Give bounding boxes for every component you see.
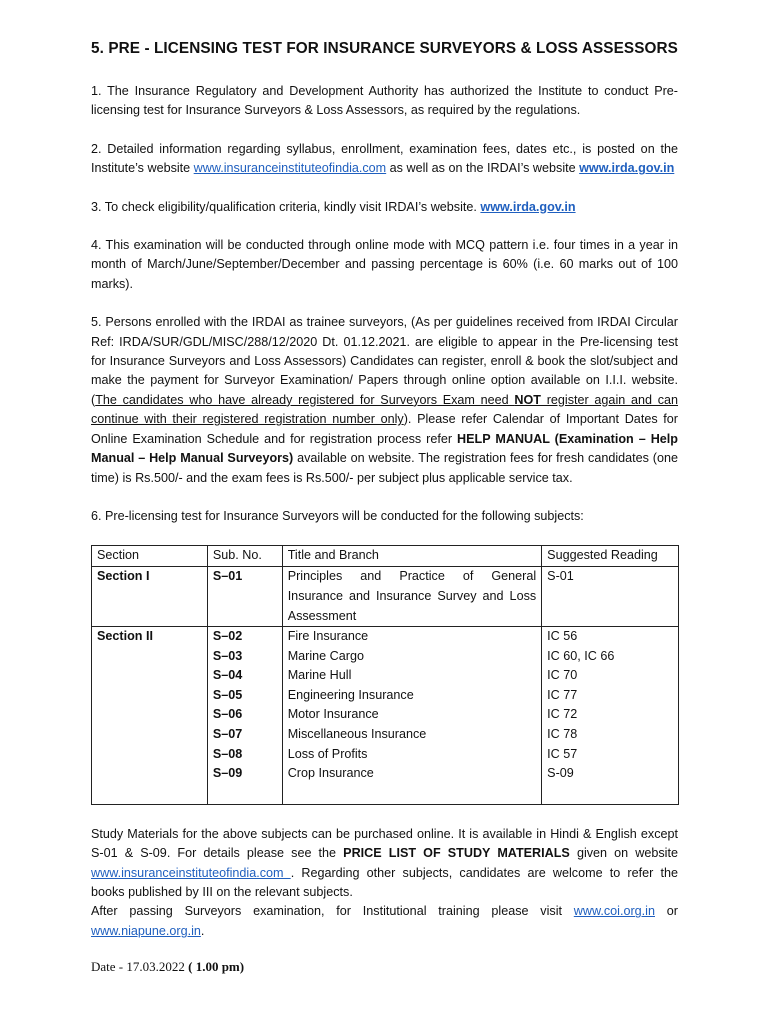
cell-reading: IC 70 bbox=[542, 666, 679, 686]
document-date bbox=[91, 959, 678, 975]
paragraph-5 bbox=[91, 313, 678, 488]
cell-section bbox=[92, 705, 208, 725]
paragraph-5-text-b: ). Please refer Calendar of Important Dates for Online Examination Schedule and for registration process refer bbox=[91, 412, 678, 446]
paragraph-1: 1. The Insurance Regulatory and Development Authority has authorized the Institute to conduct Pre-licensing test for Insurance Surveyors & Loss Assessors, as required by the regulations. bbox=[91, 84, 678, 118]
price-list-reference: PRICE LIST OF STUDY MATERIALS bbox=[343, 846, 570, 861]
study-materials-link[interactable]: www.insuranceinstituteofindia.com bbox=[91, 865, 291, 880]
paragraph-3-text: 3. To check eligibility/qualification criteria, kindly visit IRDAI’s website. bbox=[91, 199, 481, 214]
study-text-c: . Regarding other subjects, candidates are welcome to refer the books published by III on the relevant subjects. bbox=[91, 865, 679, 900]
filler-cell bbox=[542, 784, 679, 805]
note-not: NOT bbox=[514, 392, 541, 407]
cell-reading: S-09 bbox=[542, 764, 679, 784]
cell-sub-no: S–06 bbox=[207, 705, 282, 725]
study-text-a: Study Materials for the above subjects can be purchased online. It is available in Hindi & English except S-01 & S-09. For details please see the bbox=[91, 826, 678, 861]
paragraph-5-text-c: available on website. The registration fees for fresh candidates (one time) is Rs.500/- and the exam fees is Rs.500/- per subject plus applicable service tax. bbox=[91, 451, 678, 485]
filler-cell bbox=[282, 784, 541, 805]
note-text-1: The candidates who have already registered for Surveyors Exam need bbox=[95, 392, 515, 407]
cell-reading: IC 60, IC 66 bbox=[542, 647, 679, 667]
cell-sub-no: S–04 bbox=[207, 666, 282, 686]
cell-reading: IC 72 bbox=[542, 705, 679, 725]
cell-section: Section I bbox=[92, 567, 208, 627]
table-row bbox=[92, 666, 679, 686]
cell-section bbox=[92, 686, 208, 706]
note-text-2: register again and can continue with their registered registration number only bbox=[91, 392, 679, 427]
header-title: Title and Branch bbox=[282, 546, 541, 567]
cell-reading: S-01 bbox=[542, 567, 679, 627]
cell-title: Marine Hull bbox=[282, 666, 541, 686]
cell-title: Crop Insurance bbox=[282, 764, 541, 784]
cell-section: Section II bbox=[92, 627, 208, 647]
coi-link[interactable]: www.coi.org.in bbox=[573, 904, 655, 919]
help-manual-reference: HELP MANUAL (Examination – Help Manual – Help Manual Surveyors) bbox=[91, 431, 678, 466]
cell-title: Principles and Practice of General Insurance and Insurance Survey and Loss Assessment bbox=[282, 567, 541, 627]
training-paragraph bbox=[91, 902, 678, 941]
subjects-table bbox=[91, 545, 679, 805]
cell-reading: IC 77 bbox=[542, 686, 679, 706]
date-label: Date - 17.03.2022 bbox=[91, 959, 189, 975]
table-row bbox=[92, 686, 679, 706]
training-text-a: After passing Surveyors examination, for Institutional training please visit bbox=[91, 904, 574, 919]
cell-sub-no: S–01 bbox=[207, 567, 282, 627]
irda-eligibility-link[interactable]: www.irda.gov.in bbox=[480, 199, 576, 214]
filler-cell bbox=[207, 784, 282, 805]
cell-sub-no: S–07 bbox=[207, 725, 282, 745]
paragraph-5-text-a: 5. Persons enrolled with the IRDAI as trainee surveyors, (As per guidelines received from IRDAI Circular Ref: IRDA/SUR/GDL/MISC/288/12/2020 Dt. 01.12.2021. are eligible to appear in the Pre-licensing test for Insurance Surveyors and Loss Assessors) Candidates can register, enroll & book the slot/subject and make the payment for Surveyor Examination/ Papers through online option available on I.I.I. website. ( bbox=[91, 315, 678, 407]
study-materials-paragraph bbox=[91, 825, 678, 903]
cell-title: Marine Cargo bbox=[282, 647, 541, 667]
date-time: ( 1.00 pm) bbox=[188, 959, 245, 975]
cell-sub-no: S–03 bbox=[207, 647, 282, 667]
cell-title: Miscellaneous Insurance bbox=[282, 725, 541, 745]
table-row bbox=[92, 705, 679, 725]
study-text-b: given on website bbox=[569, 846, 678, 861]
paragraph-2 bbox=[91, 140, 678, 179]
niapune-link[interactable]: www.niapune.org.in bbox=[91, 923, 201, 938]
cell-reading: IC 57 bbox=[542, 745, 679, 765]
cell-title: Motor Insurance bbox=[282, 705, 541, 725]
document-page bbox=[91, 40, 678, 975]
table-row bbox=[92, 647, 679, 667]
page-title: 5. PRE - LICENSING TEST FOR INSURANCE SURVEYORS & LOSS ASSESSORS bbox=[91, 40, 678, 57]
training-text-c: . bbox=[200, 923, 205, 938]
insurance-institute-link[interactable]: www.insuranceinstituteofindia.com bbox=[193, 161, 387, 176]
paragraph-3 bbox=[91, 198, 678, 217]
cell-section bbox=[92, 647, 208, 667]
cell-section bbox=[92, 745, 208, 765]
table-filler-row bbox=[92, 784, 679, 805]
header-section: Section bbox=[92, 546, 208, 567]
irda-link[interactable]: www.irda.gov.in bbox=[579, 161, 675, 176]
paragraph-6: 6. Pre-licensing test for Insurance Surveyors will be conducted for the following subjects: bbox=[91, 508, 584, 523]
header-reading: Suggested Reading bbox=[542, 546, 679, 567]
table-row bbox=[92, 627, 679, 647]
cell-section bbox=[92, 764, 208, 784]
table-header-row bbox=[92, 546, 679, 567]
cell-sub-no: S–05 bbox=[207, 686, 282, 706]
table-row bbox=[92, 764, 679, 784]
table-row bbox=[92, 725, 679, 745]
cell-section bbox=[92, 725, 208, 745]
cell-section bbox=[92, 666, 208, 686]
cell-reading: IC 56 bbox=[542, 627, 679, 647]
filler-cell bbox=[92, 784, 208, 805]
table-row bbox=[92, 745, 679, 765]
cell-title: Loss of Profits bbox=[282, 745, 541, 765]
cell-sub-no: S–08 bbox=[207, 745, 282, 765]
cell-reading: IC 78 bbox=[542, 725, 679, 745]
table-row bbox=[92, 567, 679, 627]
cell-title: Engineering Insurance bbox=[282, 686, 541, 706]
paragraph-2-text-a: 2. Detailed information regarding syllabus, enrollment, examination fees, dates etc., is posted on the Institute’s website bbox=[91, 141, 678, 176]
paragraph-4: 4. This examination will be conducted through online mode with MCQ pattern i.e. four times in a year in month of March/June/September/December and passing percentage is 60% (i.e. 60 marks out of 100 marks). bbox=[91, 238, 678, 291]
paragraph-2-text-b: as well as on the IRDAI’s website bbox=[386, 161, 580, 176]
header-sub-no: Sub. No. bbox=[207, 546, 282, 567]
cell-sub-no: S–02 bbox=[207, 627, 282, 647]
cell-title: Fire Insurance bbox=[282, 627, 541, 647]
cell-sub-no: S–09 bbox=[207, 764, 282, 784]
training-text-b: or bbox=[655, 904, 678, 919]
